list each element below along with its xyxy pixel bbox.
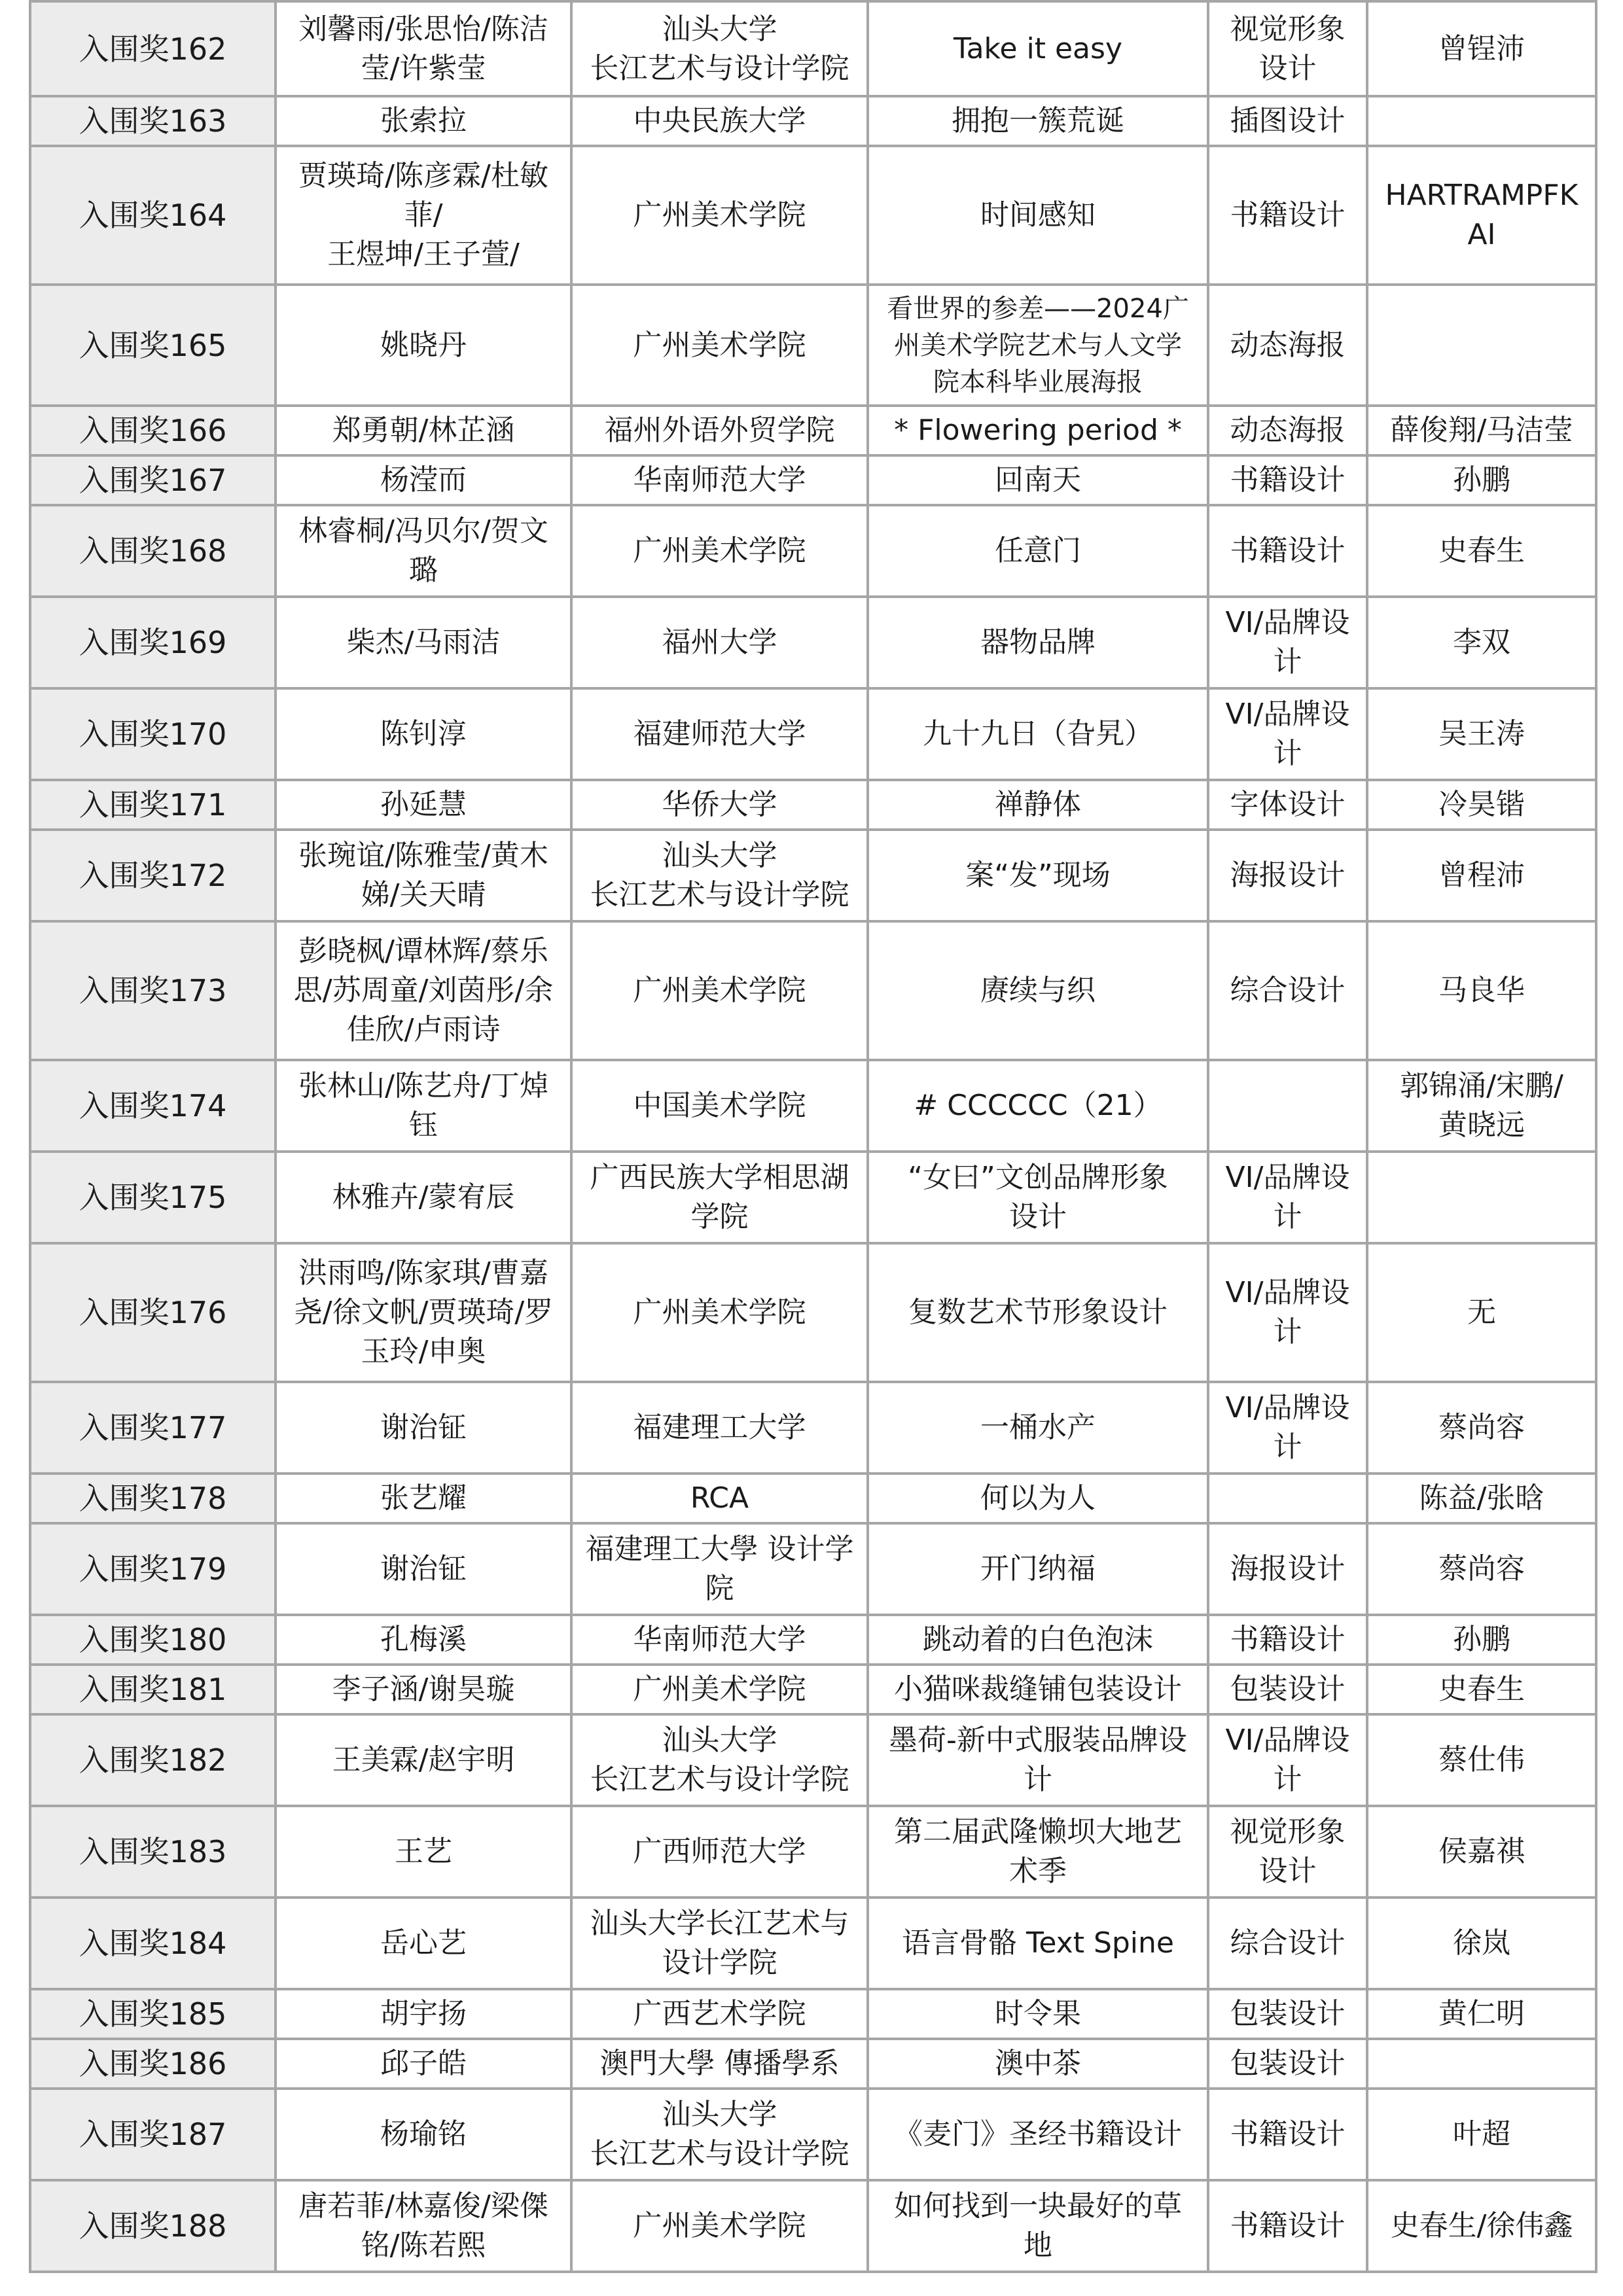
authors-cell: 谢治钲 <box>276 1382 571 1474</box>
school-cell: 福建师范大学 <box>571 688 868 780</box>
authors-cell: 谢治钲 <box>276 1523 571 1615</box>
category-cell: 海报设计 <box>1208 1523 1367 1615</box>
advisor-cell: 徐岚 <box>1367 1898 1596 1989</box>
advisor-cell: 无 <box>1367 1243 1596 1382</box>
authors-cell: 陈钊淳 <box>276 688 571 780</box>
school-cell: 广西艺术学院 <box>571 1989 868 2039</box>
authors-cell: 郑勇朝/林芷涵 <box>276 406 571 455</box>
table-row <box>30 505 1596 597</box>
authors-cell: 贾瑛琦/陈彦霖/杜敏 菲/ 王煜坤/王子萱/ <box>276 146 571 285</box>
advisor-cell: 蔡尚容 <box>1367 1382 1596 1474</box>
category-cell: 综合设计 <box>1208 1898 1367 1989</box>
authors-cell: 张琬谊/陈雅莹/黄木 娣/关天晴 <box>276 830 571 921</box>
award-cell: 入围奖181 <box>30 1665 276 1714</box>
title-cell: 九十九日（旮旯） <box>868 688 1208 780</box>
title-cell: 回南天 <box>868 455 1208 505</box>
school-cell: 汕头大学 长江艺术与设计学院 <box>571 830 868 921</box>
award-cell: 入围奖178 <box>30 1474 276 1523</box>
school-cell: 汕头大学 长江艺术与设计学院 <box>571 1 868 96</box>
table-row <box>30 285 1596 406</box>
title-cell: 何以为人 <box>868 1474 1208 1523</box>
table-row <box>30 1714 1596 1806</box>
category-cell: 动态海报 <box>1208 406 1367 455</box>
title-cell: 时令果 <box>868 1989 1208 2039</box>
authors-cell: 李子涵/谢昊璇 <box>276 1665 571 1714</box>
table-row <box>30 1474 1596 1523</box>
table-row <box>30 1806 1596 1898</box>
category-cell: 字体设计 <box>1208 780 1367 830</box>
school-cell: 广州美术学院 <box>571 285 868 406</box>
advisor-cell: 孙鹏 <box>1367 455 1596 505</box>
category-cell: VI/品牌设 计 <box>1208 1714 1367 1806</box>
table-row <box>30 780 1596 830</box>
title-cell: 时间感知 <box>868 146 1208 285</box>
authors-cell: 刘馨雨/张思怡/陈洁 莹/许紫莹 <box>276 1 571 96</box>
table-row <box>30 597 1596 688</box>
table-row <box>30 830 1596 921</box>
advisor-cell: 侯嘉祺 <box>1367 1806 1596 1898</box>
award-cell: 入围奖186 <box>30 2039 276 2089</box>
category-cell: 书籍设计 <box>1208 1615 1367 1665</box>
award-cell: 入围奖175 <box>30 1152 276 1243</box>
school-cell: 广州美术学院 <box>571 1243 868 1382</box>
school-cell: 广州美术学院 <box>571 1665 868 1714</box>
authors-cell: 林雅卉/蒙宥辰 <box>276 1152 571 1243</box>
category-cell: VI/品牌设 计 <box>1208 688 1367 780</box>
table-row <box>30 1989 1596 2039</box>
authors-cell: 岳心艺 <box>276 1898 571 1989</box>
award-cell: 入围奖187 <box>30 2089 276 2180</box>
authors-cell: 唐若菲/林嘉俊/梁傑 铭/陈若熙 <box>276 2180 571 2272</box>
authors-cell: 林睿桐/冯贝尔/贺文 璐 <box>276 505 571 597</box>
title-cell: 小猫咪裁缝铺包装设计 <box>868 1665 1208 1714</box>
award-cell: 入围奖185 <box>30 1989 276 2039</box>
award-table <box>29 0 1597 2273</box>
award-cell: 入围奖171 <box>30 780 276 830</box>
advisor-cell: 孙鹏 <box>1367 1615 1596 1665</box>
award-cell: 入围奖165 <box>30 285 276 406</box>
award-cell: 入围奖169 <box>30 597 276 688</box>
school-cell: 华南师范大学 <box>571 1615 868 1665</box>
award-cell: 入围奖170 <box>30 688 276 780</box>
award-cell: 入围奖183 <box>30 1806 276 1898</box>
advisor-cell: 曾锃沛 <box>1367 1 1596 96</box>
title-cell: 《麦门》圣经书籍设计 <box>868 2089 1208 2180</box>
table-row <box>30 1382 1596 1474</box>
category-cell: 书籍设计 <box>1208 455 1367 505</box>
category-cell: 包装设计 <box>1208 1665 1367 1714</box>
award-cell: 入围奖173 <box>30 921 276 1060</box>
school-cell: 华侨大学 <box>571 780 868 830</box>
award-cell: 入围奖174 <box>30 1060 276 1152</box>
school-cell: 广州美术学院 <box>571 921 868 1060</box>
authors-cell: 杨滢而 <box>276 455 571 505</box>
title-cell: 器物品牌 <box>868 597 1208 688</box>
category-cell <box>1208 1474 1367 1523</box>
award-cell: 入围奖164 <box>30 146 276 285</box>
advisor-cell: 曾程沛 <box>1367 830 1596 921</box>
category-cell: VI/品牌设 计 <box>1208 597 1367 688</box>
title-cell: 语言骨骼 Text Spine <box>868 1898 1208 1989</box>
category-cell <box>1208 1060 1367 1152</box>
authors-cell: 柴杰/马雨洁 <box>276 597 571 688</box>
award-cell: 入围奖172 <box>30 830 276 921</box>
school-cell: 汕头大学 长江艺术与设计学院 <box>571 1714 868 1806</box>
category-cell: VI/品牌设 计 <box>1208 1382 1367 1474</box>
advisor-cell: 史春生 <box>1367 1665 1596 1714</box>
table-row <box>30 1060 1596 1152</box>
category-cell: VI/品牌设 计 <box>1208 1243 1367 1382</box>
award-cell: 入围奖162 <box>30 1 276 96</box>
category-cell: 书籍设计 <box>1208 146 1367 285</box>
advisor-cell: 薛俊翔/马洁莹 <box>1367 406 1596 455</box>
award-cell: 入围奖188 <box>30 2180 276 2272</box>
table-row <box>30 96 1596 146</box>
category-cell: 视觉形象 设计 <box>1208 1 1367 96</box>
school-cell: 华南师范大学 <box>571 455 868 505</box>
award-cell: 入围奖163 <box>30 96 276 146</box>
advisor-cell: 史春生 <box>1367 505 1596 597</box>
authors-cell: 彭晓枫/谭林辉/蔡乐 思/苏周童/刘茵彤/余 佳欣/卢雨诗 <box>276 921 571 1060</box>
advisor-cell: 史春生/徐伟鑫 <box>1367 2180 1596 2272</box>
advisor-cell <box>1367 2039 1596 2089</box>
category-cell: 包装设计 <box>1208 2039 1367 2089</box>
authors-cell: 王艺 <box>276 1806 571 1898</box>
table-row <box>30 921 1596 1060</box>
table-row <box>30 688 1596 780</box>
award-cell: 入围奖166 <box>30 406 276 455</box>
title-cell: 跳动着的白色泡沫 <box>868 1615 1208 1665</box>
category-cell: 视觉形象 设计 <box>1208 1806 1367 1898</box>
title-cell: 开门纳福 <box>868 1523 1208 1615</box>
school-cell: 福州大学 <box>571 597 868 688</box>
school-cell: 广州美术学院 <box>571 146 868 285</box>
title-cell: 如何找到一块最好的草 地 <box>868 2180 1208 2272</box>
school-cell: 中国美术学院 <box>571 1060 868 1152</box>
advisor-cell: 李双 <box>1367 597 1596 688</box>
title-cell: 禅静体 <box>868 780 1208 830</box>
school-cell: 福州外语外贸学院 <box>571 406 868 455</box>
award-cell: 入围奖177 <box>30 1382 276 1474</box>
table-row <box>30 406 1596 455</box>
table-row <box>30 2039 1596 2089</box>
school-cell: 广州美术学院 <box>571 2180 868 2272</box>
table-row <box>30 1523 1596 1615</box>
category-cell: 插图设计 <box>1208 96 1367 146</box>
authors-cell: 王美霖/赵宇明 <box>276 1714 571 1806</box>
award-cell: 入围奖167 <box>30 455 276 505</box>
title-cell: # CCCCCC（21） <box>868 1060 1208 1152</box>
title-cell: 复数艺术节形象设计 <box>868 1243 1208 1382</box>
category-cell: 动态海报 <box>1208 285 1367 406</box>
school-cell: 汕头大学长江艺术与 设计学院 <box>571 1898 868 1989</box>
table-row <box>30 1243 1596 1382</box>
table-row <box>30 1152 1596 1243</box>
category-cell: 海报设计 <box>1208 830 1367 921</box>
school-cell: 中央民族大学 <box>571 96 868 146</box>
title-cell: 赓续与织 <box>868 921 1208 1060</box>
table-row <box>30 146 1596 285</box>
authors-cell: 孔梅溪 <box>276 1615 571 1665</box>
category-cell: 书籍设计 <box>1208 2089 1367 2180</box>
advisor-cell: 黄仁明 <box>1367 1989 1596 2039</box>
title-cell: “女曰”文创品牌形象 设计 <box>868 1152 1208 1243</box>
award-cell: 入围奖168 <box>30 505 276 597</box>
table-row <box>30 1 1596 96</box>
title-cell: 看世界的参差——2024广 州美术学院艺术与人文学 院本科毕业展海报 <box>868 285 1208 406</box>
table-row <box>30 455 1596 505</box>
advisor-cell <box>1367 285 1596 406</box>
table-row <box>30 1615 1596 1665</box>
advisor-cell: 陈益/张晗 <box>1367 1474 1596 1523</box>
school-cell: 广州美术学院 <box>571 505 868 597</box>
authors-cell: 杨瑜铭 <box>276 2089 571 2180</box>
school-cell: 汕头大学 长江艺术与设计学院 <box>571 2089 868 2180</box>
school-cell: 福建理工大學 设计学 院 <box>571 1523 868 1615</box>
authors-cell: 张林山/陈艺舟/丁焯 钰 <box>276 1060 571 1152</box>
school-cell: 福建理工大学 <box>571 1382 868 1474</box>
school-cell: 广西师范大学 <box>571 1806 868 1898</box>
authors-cell: 胡宇扬 <box>276 1989 571 2039</box>
title-cell: 澳中茶 <box>868 2039 1208 2089</box>
category-cell: 综合设计 <box>1208 921 1367 1060</box>
title-cell: Take it easy <box>868 1 1208 96</box>
table-row <box>30 1898 1596 1989</box>
award-cell: 入围奖182 <box>30 1714 276 1806</box>
advisor-cell: 蔡仕伟 <box>1367 1714 1596 1806</box>
title-cell: 一桶水产 <box>868 1382 1208 1474</box>
award-cell: 入围奖179 <box>30 1523 276 1615</box>
advisor-cell: 马良华 <box>1367 921 1596 1060</box>
advisor-cell: 郭锦涌/宋鹏/ 黄晓远 <box>1367 1060 1596 1152</box>
authors-cell: 张艺耀 <box>276 1474 571 1523</box>
category-cell: VI/品牌设 计 <box>1208 1152 1367 1243</box>
award-cell: 入围奖184 <box>30 1898 276 1989</box>
award-cell: 入围奖176 <box>30 1243 276 1382</box>
title-cell: 第二届武隆懒坝大地艺 术季 <box>868 1806 1208 1898</box>
advisor-cell <box>1367 1152 1596 1243</box>
table-row <box>30 1665 1596 1714</box>
award-table-body <box>30 1 1596 2272</box>
advisor-cell: HARTRAMPFK AI <box>1367 146 1596 285</box>
advisor-cell: 叶超 <box>1367 2089 1596 2180</box>
school-cell: RCA <box>571 1474 868 1523</box>
title-cell: * Flowering period * <box>868 406 1208 455</box>
title-cell: 墨荷-新中式服装品牌设 计 <box>868 1714 1208 1806</box>
authors-cell: 孙延慧 <box>276 780 571 830</box>
category-cell: 书籍设计 <box>1208 505 1367 597</box>
table-row <box>30 2089 1596 2180</box>
school-cell: 广西民族大学相思湖 学院 <box>571 1152 868 1243</box>
award-cell: 入围奖180 <box>30 1615 276 1665</box>
title-cell: 拥抱一簇荒诞 <box>868 96 1208 146</box>
category-cell: 包装设计 <box>1208 1989 1367 2039</box>
advisor-cell: 冷昊锴 <box>1367 780 1596 830</box>
authors-cell: 姚晓丹 <box>276 285 571 406</box>
title-cell: 任意门 <box>868 505 1208 597</box>
authors-cell: 洪雨鸣/陈家琪/曹嘉 尧/徐文帆/贾瑛琦/罗 玉玲/申奥 <box>276 1243 571 1382</box>
table-row <box>30 2180 1596 2272</box>
school-cell: 澳門大學 傳播學系 <box>571 2039 868 2089</box>
advisor-cell: 蔡尚容 <box>1367 1523 1596 1615</box>
authors-cell: 邱子皓 <box>276 2039 571 2089</box>
title-cell: 案“发”现场 <box>868 830 1208 921</box>
authors-cell: 张索拉 <box>276 96 571 146</box>
category-cell: 书籍设计 <box>1208 2180 1367 2272</box>
advisor-cell <box>1367 96 1596 146</box>
advisor-cell: 吴王涛 <box>1367 688 1596 780</box>
